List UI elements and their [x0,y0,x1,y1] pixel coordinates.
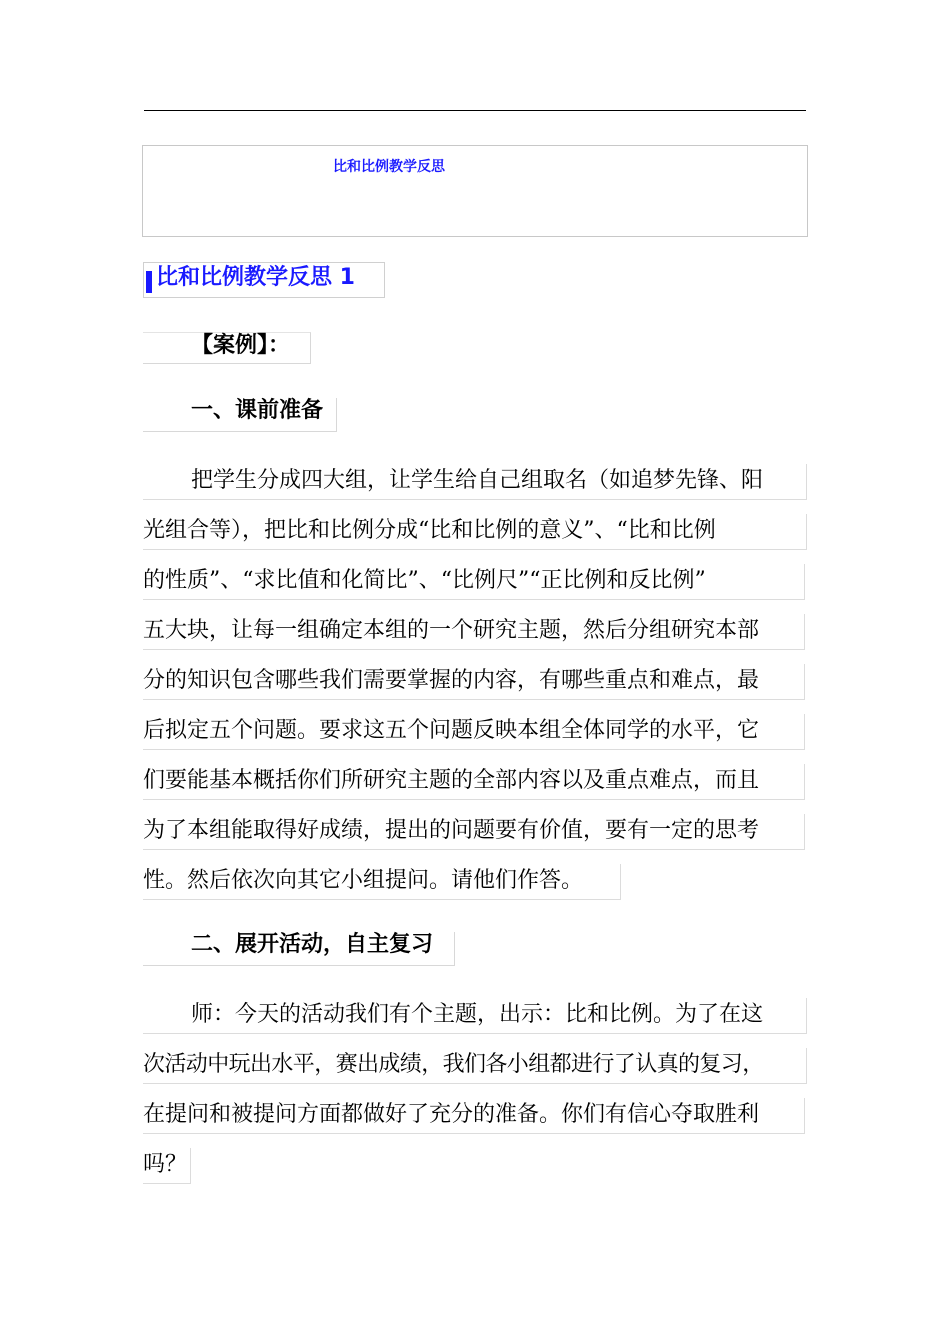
paragraph-line: 把学生分成四大组，让学生给自己组取名（如追梦先锋、阳 [143,464,807,500]
paragraph-line: 为了本组能取得好成绩，提出的问题要有价值，要有一定的思考 [143,814,805,850]
paragraph-line: 后拟定五个问题。要求这五个问题反映本组全体同学的水平，它 [143,714,805,750]
section-heading-2 [143,932,455,966]
paragraph-line: 师：今天的活动我们有个主题，出示：比和比例。为了在这 [143,998,807,1034]
paragraph-line: 们要能基本概括你们所研究主题的全部内容以及重点难点，而且 [143,764,805,800]
paragraph-line: 五大块，让每一组确定本组的一个研究主题，然后分组研究本部 [143,614,805,650]
header-title: 比和比例教学反思 [333,159,445,175]
paragraph-line: 分的知识包含哪些我们需要掌握的内容，有哪些重点和难点，最 [143,664,805,700]
paragraph-line: 在提问和被提问方面都做好了充分的准备。你们有信心夺取胜利 [143,1098,805,1134]
section-heading-text: 一、课前准备 [191,398,324,423]
title-marker [146,271,152,293]
case-label: 【案例】： [191,333,291,358]
paragraph-line: 性。然后依次向其它小组提问。请他们作答。 [143,864,621,900]
top-rule [144,110,806,111]
paragraph-line: 次活动中玩出水平，赛出成绩，我们各小组都进行了认真的复习， [143,1048,807,1084]
section-heading-text: 二、展开活动，自主复习 [191,932,434,957]
paragraph-line: 吗？ [143,1148,191,1184]
section-heading-1 [143,398,337,432]
page-header [142,145,808,237]
paragraph-line: 光组合等），把比和比例分成“比和比例的意义”、“比和比例 [143,514,807,550]
case-label-box [143,332,311,364]
document-title-box [143,262,385,298]
document-title: 比和比例教学反思 1 [156,265,355,290]
paragraph-line: 的性质”、“求比值和化简比”、“比例尺”“正比例和反比例” [143,564,805,600]
